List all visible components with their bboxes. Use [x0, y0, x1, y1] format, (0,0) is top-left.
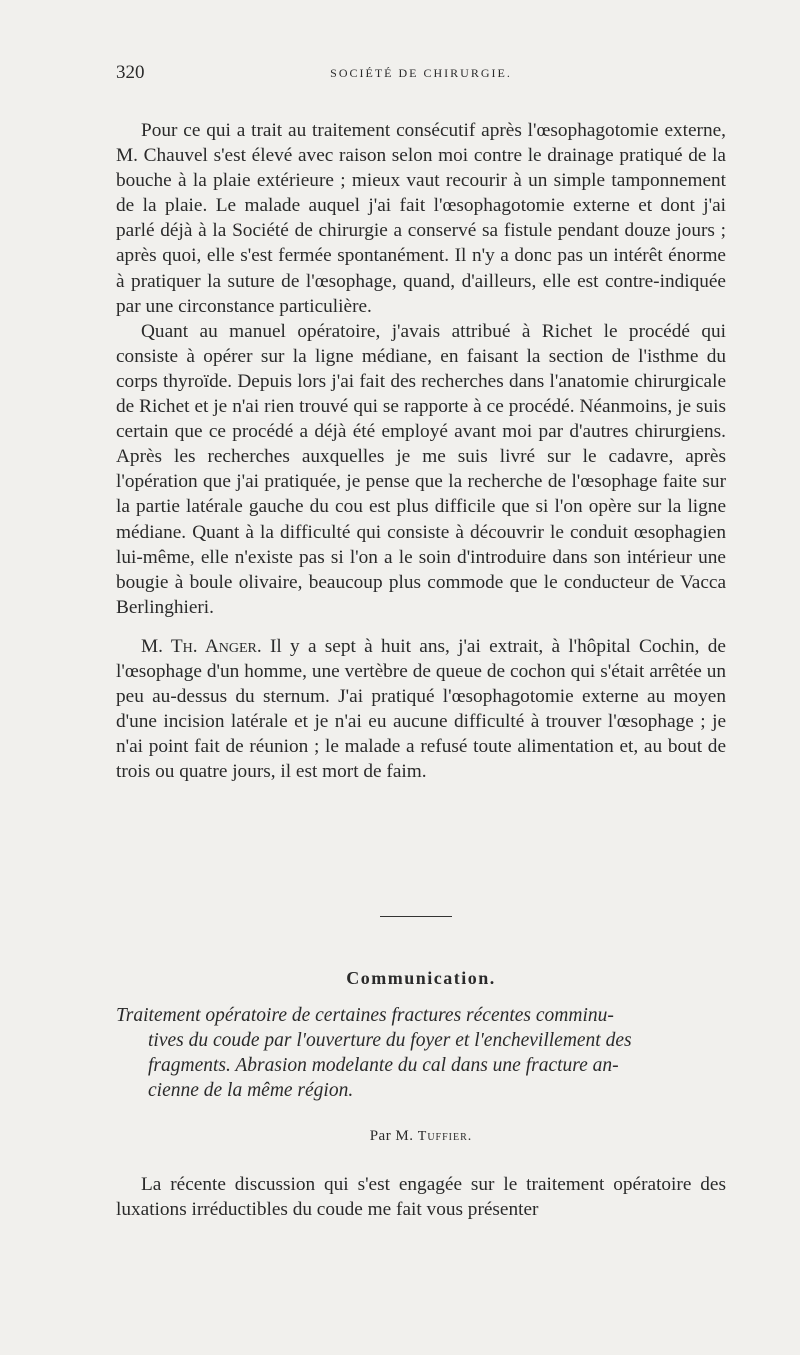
page-header [116, 62, 726, 92]
article-title-line-1: Traitement opératoire de certaines fractures récentes comminu- [116, 1005, 614, 1026]
final-text [116, 1172, 726, 1222]
section-divider [380, 916, 452, 917]
article-title [116, 1003, 726, 1103]
paragraph-3-text: Il y a sept à huit ans, j'ai extrait, à l'hôpital Cochin, de l'œsophage d'un homme, une vertèbre de queue de cochon qui s'était arrêtée un peu au-dessus du sternum. J'ai pratiqué l'œsophagotomie externe au moyen d'une incision latérale et je n'ai eu aucune difficulté à trouver l'œsophage ; je n'ai point fait de réunion ; le malade a refusé toute alimentation et, au bout de trois ou quatre jours, il est mort de faim. [116, 635, 726, 783]
paragraph-1: Pour ce qui a trait au traitement consécutif après l'œsophagotomie externe, M. Chauvel s'est élevé avec raison selon moi contre le drainage pratiqué de la bouche à la plaie extérieure ; mieux vaut recourir à un simple tamponnement de la plaie. Le malade auquel j'ai fait l'œsophagotomie externe et dont j'ai parlé déjà à la Société de chirurgie a conservé sa fistule pendant douze jours ; après quoi, elle s'est fermée spontanément. Il n'y a donc pas un intérêt énorme à pratiquer la suture de l'œsophage, quand, d'ailleurs, elle est contre-indiquée par une circonstance particulière. [116, 120, 726, 317]
running-head: SOCIÉTÉ DE CHIRURGIE. [330, 66, 512, 80]
speaker-name: M. Th. Anger. [141, 635, 262, 657]
byline [116, 1128, 726, 1145]
article-title-line-3: fragments. Abrasion modelante du cal dans une fracture an- [148, 1055, 619, 1076]
page-number: 320 [116, 62, 145, 83]
byline-prefix: Par M. [369, 1128, 418, 1144]
byline-author: Tuffier. [417, 1129, 473, 1144]
section-title: Communication. [346, 968, 496, 988]
paragraph-3 [116, 634, 726, 785]
final-paragraph: La récente discussion qui s'est engagée sur le traitement opératoire des luxations irréductibles du coude me fait vous présenter [116, 1174, 726, 1221]
paragraph-2: Quant au manuel opératoire, j'avais attribué à Richet le procédé qui consiste à opérer sur la ligne médiane, en faisant la section de l'isthme du corps thyroïde. Depuis lors j'ai fait des recherches dans l'anatomie chirurgicale de Richet et je n'ai rien trouvé qui se rapporte à ce procédé. Néanmoins, je suis certain que ce procédé a déjà été employé avant moi par d'autres chirurgiens. Après les recherches auxquelles je me suis livré sur le cadavre, après l'opération que j'ai pratiquée, je pense que la recherche de l'œsophage faite sur la partie latérale gauche du cou est plus difficile que si l'on opère sur la ligne médiane. Quant à la difficulté qui consiste à découvrir le conduit œsophagien lui-même, elle n'existe pas si l'on a le soin d'introduire dans son intérieur une bougie à boule olivaire, beaucoup plus commode que le conducteur de Vacca Berlinghieri. [116, 320, 726, 618]
article-title-line-2: tives du coude par l'ouverture du foyer et l'enchevillement des [148, 1030, 632, 1051]
body-text [116, 118, 726, 784]
article-title-line-4: cienne de la même région. [148, 1080, 354, 1101]
